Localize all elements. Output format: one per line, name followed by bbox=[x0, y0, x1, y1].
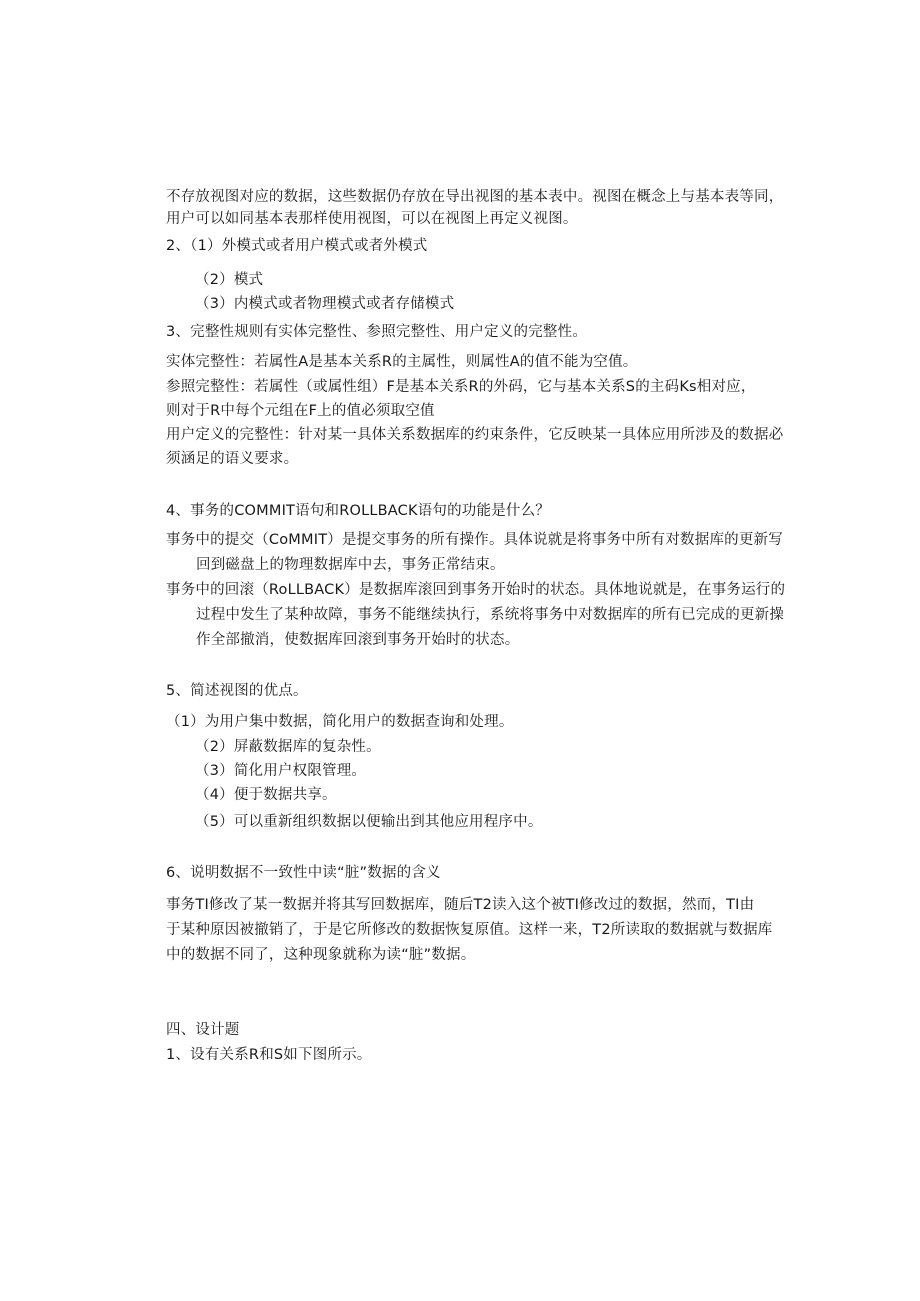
q2-item-2: （2）模式 bbox=[195, 272, 264, 288]
q2-item-3: （3）内模式或者物理模式或者存储模式 bbox=[195, 296, 455, 312]
q3-heading: 3、完整性规则有实体完整性、参照完整性、用户定义的完整性。 bbox=[166, 324, 588, 340]
q2-heading: 2、（1）外模式或者用户模式或者外模式 bbox=[166, 238, 428, 254]
q4-commit-line-2: 回到磁盘上的物理数据库中去，事务正常结束。 bbox=[196, 557, 505, 573]
q6-line-3: 中的数据不同了，这种现象就称为读“脏”数据。 bbox=[166, 947, 476, 963]
q5-item: （4）便于数据共享。 bbox=[195, 787, 337, 803]
q4-rollback-line-1: 事务中的回滚（RoLLBACK）是数据库滚回到事务开始时的状态。具体地说就是，在事务运行的 bbox=[166, 582, 786, 598]
q3-referential-line-1: 参照完整性：若属性（或属性组）F是基本关系R的外码，它与基本关系S的主码Ks相对应， bbox=[166, 379, 756, 395]
q4-rollback-line-3: 作全部撤消，使数据库回滚到事务开始时的状态。 bbox=[196, 632, 520, 648]
intro-line-1: 不存放视图对应的数据，这些数据仍存放在导出视图的基本表中。视图在概念上与基本表等同， bbox=[166, 189, 784, 205]
q5-item: （5）可以重新组织数据以便输出到其他应用程序中。 bbox=[195, 814, 543, 830]
section-4-heading: 四、设计题 bbox=[166, 1022, 240, 1038]
q6-line-2: 于某种原因被撤销了，于是它所修改的数据恢复原值。这样一来，T2所读取的数据就与数据库 bbox=[166, 922, 773, 938]
q6-line-1: 事务TI修改了某一数据并将其写回数据库，随后T2读入这个被TI修改过的数据，然而，TI由 bbox=[166, 897, 755, 913]
q3-referential-line-2: 则对于R中每个元组在F上的值必须取空值 bbox=[166, 403, 435, 419]
q3-entity-integrity: 实体完整性：若属性A是基本关系R的主属性，则属性A的值不能为空值。 bbox=[166, 354, 638, 370]
q4-commit-line-1: 事务中的提交（CoMMIT）是提交事务的所有操作。具体说就是将事务中所有对数据库的更新写 bbox=[166, 532, 783, 548]
q5-item: （1）为用户集中数据，简化用户的数据查询和处理。 bbox=[166, 714, 514, 730]
q3-user-defined-line-1: 用户定义的完整性：针对某一具体关系数据库的约束条件，它反映某一具体应用所涉及的数据必 bbox=[166, 427, 784, 443]
q6-heading: 6、说明数据不一致性中读“脏”数据的含义 bbox=[166, 865, 441, 881]
q4-rollback-line-2: 过程中发生了某种故障，事务不能继续执行，系统将事务中对数据库的所有已完成的更新操 bbox=[196, 607, 784, 623]
q5-item: （3）简化用户权限管理。 bbox=[195, 763, 367, 779]
q5-item: （2）屏蔽数据库的复杂性。 bbox=[195, 739, 381, 755]
q3-user-defined-line-2: 须涵足的语义要求。 bbox=[166, 451, 299, 467]
intro-line-2: 用户可以如同基本表那样使用视图，可以在视图上再定义视图。 bbox=[166, 211, 578, 227]
q5-heading: 5、简述视图的优点。 bbox=[166, 683, 308, 699]
q4-heading: 4、事务的COMMIT语句和ROLLBACK语句的功能是什么？ bbox=[166, 503, 551, 519]
section-4-question-1: 1、设有关系R和S如下图所示。 bbox=[166, 1047, 372, 1063]
